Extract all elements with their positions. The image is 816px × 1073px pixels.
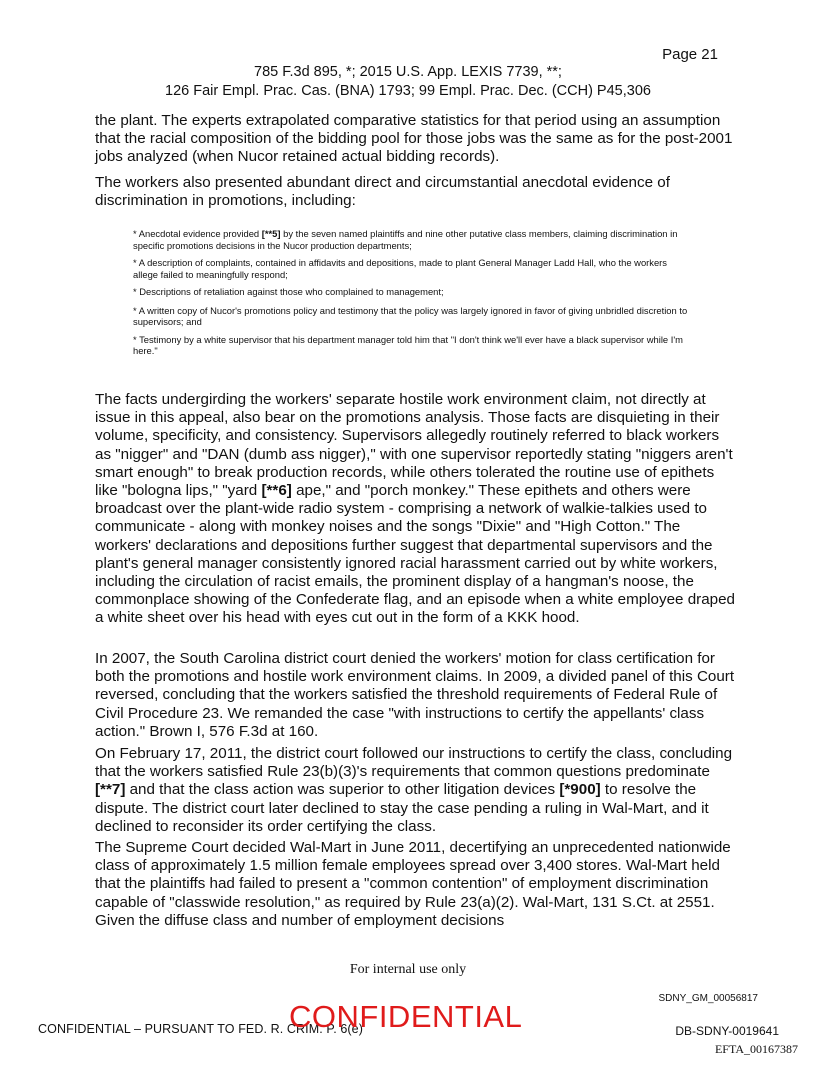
citation-line-2: 126 Fair Empl. Prac. Cas. (BNA) 1793; 99 Empl. Prac. Dec. (CCH) P45,306 bbox=[165, 83, 651, 99]
paragraph-text: On February 17, 2011, the district court followed our instructions to certify the class, concluding that the workers satisfied Rule 23(b)(3)'s requirements that common questions predominate bbox=[95, 745, 733, 781]
bullet-promotions-policy: * A written copy of Nucor's promotions policy and testimony that the policy was largely ignored in favor of giving unbridled discretion to supervisors; and bbox=[133, 304, 688, 327]
confidential-stamp: CONFIDENTIAL bbox=[289, 999, 523, 1034]
bullet-anecdotal-evidence bbox=[133, 228, 693, 251]
internal-use-footer: For internal use only bbox=[349, 962, 467, 977]
evidence-bullet-list bbox=[133, 228, 693, 357]
bullet-text: * Anecdotal evidence provided bbox=[133, 228, 262, 239]
bates-number-db: DB-SDNY-0019641 bbox=[675, 1024, 779, 1038]
paragraph-text: The facts undergirding the workers' separate hostile work environment claim, not directly at issue in this appeal, also bear on the promotions analysis. Those facts are disquieting in their volume, specificity, and consistency. Supervisors allegedly routinely referred to black workers as "nigger" and "DAN (dumb ass nigger)," with one supervisor reportedly stating "niggers aren't smart enough" to break production records, while others tolerated the routine use of epithets like "bologna lips," "yard bbox=[95, 391, 733, 500]
paragraph-hostile-work-environment bbox=[95, 391, 735, 628]
bullet-text: by the seven named plaintiffs and nine other putative class members, claiming discrimination in specific promotions decisions in the Nucor production departments; bbox=[133, 228, 678, 251]
paragraph-class-certification bbox=[95, 745, 735, 836]
paragraph-text: to resolve the dispute. The district court later declined to stay the case pending a ruling in Wal-Mart, and it declined to reconsider its order certifying the class. bbox=[95, 781, 709, 835]
star-page-marker: [**5] bbox=[261, 228, 281, 239]
confidential-notice: CONFIDENTIAL – PURSUANT TO FED. R. CRIM. P. 6(e) bbox=[38, 1022, 363, 1036]
bullet-supervisor-testimony: * Testimony by a white supervisor that his department manager told him that "I don't think we'll ever have a black supervisor while I'm here." bbox=[133, 333, 683, 356]
efta-number: EFTA_00167387 bbox=[714, 1042, 798, 1056]
bullet-complaints: * A description of complaints, contained in affidavits and depositions, made to plant General Manager Ladd Hall, who the workers allege failed to meaningfully respond; bbox=[133, 257, 667, 280]
page-number: Page 21 bbox=[662, 46, 718, 63]
citation-line-1: 785 F.3d 895, *; 2015 U.S. App. LEXIS 7739, **; bbox=[254, 64, 562, 80]
star-page-marker: [**6] bbox=[261, 482, 292, 500]
bullet-retaliation: * Descriptions of retaliation against those who complained to management; bbox=[133, 286, 444, 297]
paragraph-text: ape," and "porch monkey." These epithets and others were broadcast over the plant-wide radio system - comprising a network of walkie-talkies used to communicate - along with monkey noises and the songs "Dixie" and "High Cotton." The workers' declarations and depositions further suggest that departmental supervisors and the plant's general manager consistently ignored racial harassment carried out by white workers, including the circulation of racist emails, the prominent display of a hangman's noose, the commonplace showing of the Confederate flag, and an episode when a white employee draped a white sheet over his head with eyes cut out in the form of a KKK hood. bbox=[95, 482, 735, 627]
paragraph-text: and that the class action was superior to other litigation devices bbox=[125, 781, 560, 799]
star-page-marker: [**7] bbox=[95, 781, 126, 799]
paragraph-2007-district-court: In 2007, the South Carolina district court denied the workers' motion for class certification for both the promotions and hostile work environment claims. In 2009, a divided panel of this Court reversed, concluding that the workers satisfied the threshold requirements of Federal Rule of Civil Procedure 23. We remanded the case "with instructions to certify the appellants' class action." Brown I, 576 F.3d at 160. bbox=[95, 650, 735, 740]
bates-number-gm: SDNY_GM_00056817 bbox=[658, 993, 758, 1004]
paragraph-anecdotal-evidence-intro: The workers also presented abundant direct and circumstantial anecdotal evidence of discrimination in promotions, including: bbox=[95, 174, 670, 210]
paragraph-wal-mart-decision: The Supreme Court decided Wal-Mart in June 2011, decertifying an unprecedented nationwide class of approximately 1.5 million female employees spread over 3,400 stores. Wal-Mart held that the plaintiffs had failed to present a "common contention" of employment discrimination capable of "classwide resolution," as required by Rule 23(a)(2). Wal-Mart, 131 S.Ct. at 2551. Given the diffuse class and number of employment decisions bbox=[95, 839, 731, 929]
star-page-marker: [*900] bbox=[559, 781, 601, 799]
paragraph-expert-statistics: the plant. The experts extrapolated comparative statistics for that period using an assumption that the racial composition of the bidding pool for those jobs was the same as for the post-2001 jobs analyzed (when Nucor retained actual bidding records). bbox=[95, 112, 733, 166]
